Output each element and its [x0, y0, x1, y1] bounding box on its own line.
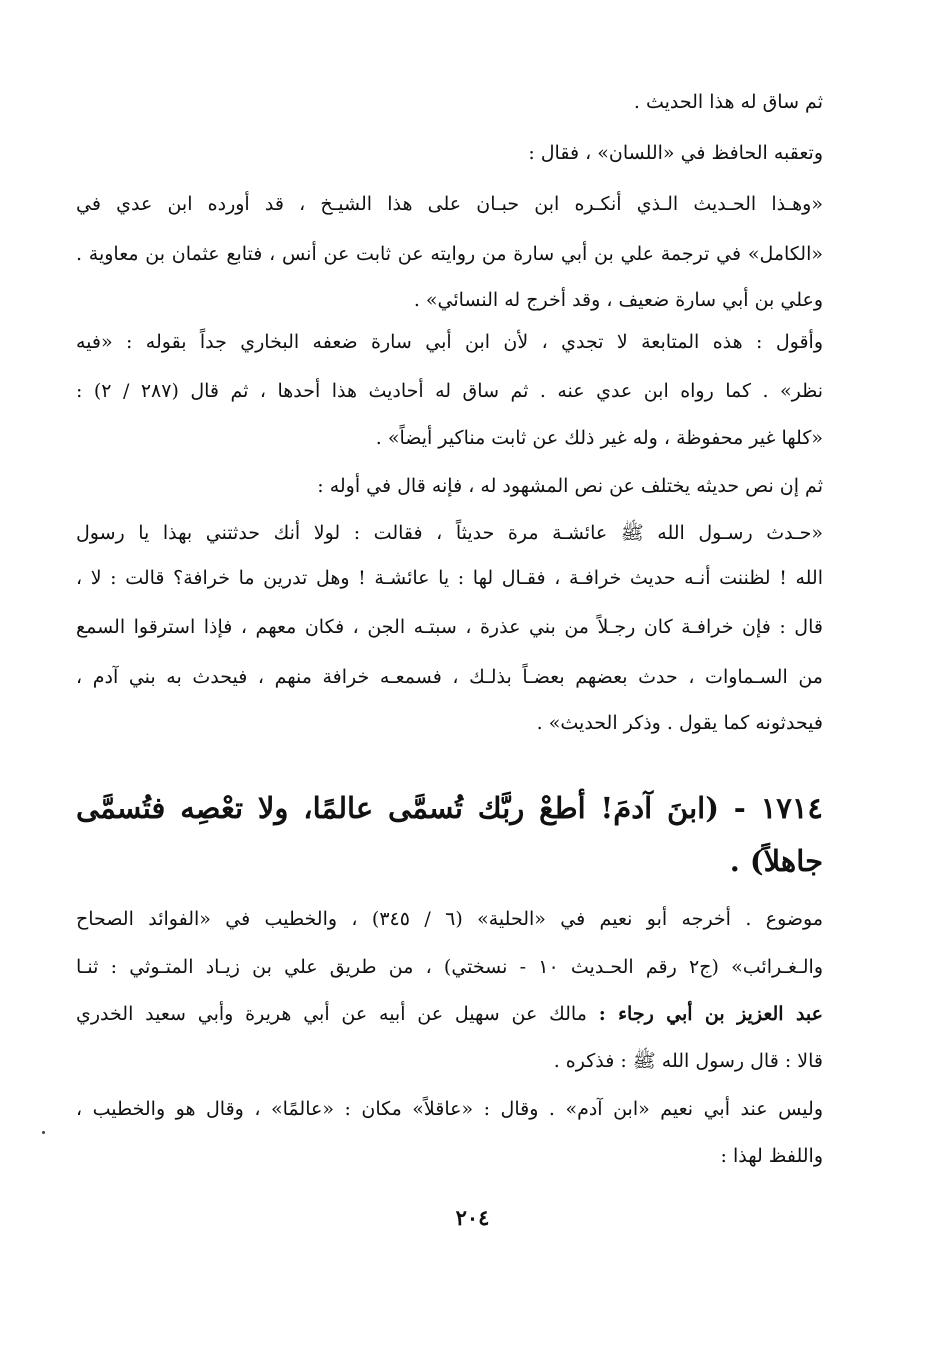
text-line: قالا : قال رسول الله ﷺ : فذكره .: [553, 1050, 823, 1072]
text-line: وعلي بن أبي سارة ضعيف ، وقد أخرج له النسائي» .: [413, 289, 823, 311]
text-line: وأقول : هذه المتابعة لا تجدي ، لأن ابن أبي سارة ضعفه البخاري جداً بقوله : «فيه: [76, 331, 823, 353]
text-line: واللفظ لهذا :: [720, 1145, 823, 1167]
text-line: والـغـرائب» (ج٢ رقم الحـديث ١٠ - نسختي) ، من طريق علي بن زيـاد المتـوثي : ثنـا: [76, 956, 824, 978]
text-line: [76, 997, 823, 1031]
text-line: «الكامل» في ترجمة علي بن أبي سارة من روايته عن ثابت عن أنس ، فتابع عثمان بن معاوية .: [76, 243, 823, 265]
text-line: الله ! لظننت أنـه حديث خرافـة ، فقـال لها : يا عائشـة ! وهل تدرين ما خرافة؟ قالت : لا ،: [76, 567, 823, 589]
text-line: «كلها غير محفوظة ، وله غير ذلك عن ثابت مناكير أيضاً» .: [375, 427, 823, 449]
text-line: من السـماوات ، حدث بعضهم بعضـاً بذلـك ، فسمعـه خرافة منهم ، فيحدث به بني آدم ،: [76, 666, 823, 688]
text-line: «حـدث رسـول الله ﷺ عائشـة مرة حديثاً ، فقالت : لولا أنك حدثتني بهذا يا رسول: [76, 522, 823, 544]
text-line: وليس عند أبي نعيم «ابن آدم» . وقال : «عاقلاً» مكان : «عالمًا» ، وقال هو والخطيب ،: [76, 1098, 823, 1120]
hadith-heading-continued: جاهلاً) .: [729, 844, 823, 878]
text-line: ثم ساق له هذا الحديث .: [633, 91, 823, 113]
narrator-name: عبد العزيز بن أبي رجاء :: [598, 1003, 823, 1025]
text-line: نظر» . كما رواه ابن عدي عنه . ثم ساق له أحاديث هذا أحدها ، ثم قال (٢٨٧ / ٢) :: [76, 380, 823, 402]
text-line: ثم إن نص حديثه يختلف عن نص المشهود له ، فإنه قال في أوله :: [317, 475, 823, 497]
text-line: «وهـذا الحـديث الـذي أنكـره ابن حبـان على هذا الشيـخ ، قد أورده ابن عدي في: [76, 193, 823, 215]
hadith-heading: ١٧١٤ - (ابنَ آدمَ! أطعْ ربَّك تُسمَّى عالمًا، ولا تعْصِه فتُسمَّى: [76, 791, 823, 825]
scan-speck: [42, 1131, 45, 1134]
text-line: فيحدثونه كما يقول . وذكر الحديث» .: [536, 712, 823, 734]
isnad-continuation: مالك عن سهيل عن أبيه عن أبي هريرة وأبي سعيد الخدري: [76, 1003, 587, 1025]
text-line: قال : فإن خرافـة كان رجـلاً من بني عذرة ، سبتـه الجن ، فكان معهم ، فإذا استرقوا السمع: [76, 616, 823, 638]
text-line: موضوع . أخرجه أبو نعيم في «الحلية» (٦ / ٣٤٥) ، والخطيب في «الفوائد الصحاح: [76, 908, 824, 930]
page-number: ٢٠٤: [455, 1205, 490, 1230]
text-line: وتعقبه الحافظ في «اللسان» ، فقال :: [528, 142, 823, 164]
